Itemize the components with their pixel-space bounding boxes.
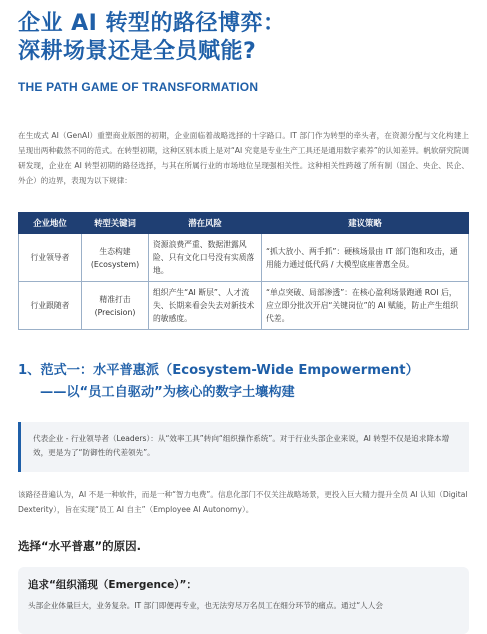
table-header-row [19, 213, 469, 234]
intro-paragraph: 在生成式 AI（GenAI）重塑商业版图的初期，企业面临着战略选择的十字路口。IT 部门作为转型的牵头者，在资源分配与文化构建上呈现出两种截然不同的范式。在转型初期，这种区别本质上是对“AI 究竟是专业生产工具还是通用数字素养”的认知差异。帆软研究院调研发现，企业在 AI 转型初期的路径选择，与其在所属行业的市场地位呈现强相关性。这种相关性跨越了所有制（国企、央企、民企、外企）的边界，表现为以下规律： [18, 131, 469, 185]
header-risk: 潜在风险 [149, 213, 262, 234]
row-position: 行业领导者 [19, 234, 82, 282]
header-keyword: 转型关键词 [82, 213, 149, 234]
strategy-table [18, 212, 469, 330]
title-line-1: 企业 AI 转型的路径博弈： [18, 11, 286, 36]
keyword-en: (Ecosystem) [90, 259, 140, 269]
header-position: 企业地位 [19, 213, 82, 234]
body-paragraph: 该路径普遍认为，AI 不是一种软件，而是一种“智力电费”。信息化部门不仅关注战略场景，更投入巨大精力提升全员 AI 认知（Digital Dexterity），旨在实现“员工 AI 自主”（Employee AI Autonomy）。 [18, 490, 468, 514]
row-position: 行业跟随者 [19, 282, 82, 330]
page-title [18, 10, 473, 66]
title-line-2: 深耕场景还是全员赋能? [18, 39, 257, 64]
keyword-cn: 生态构建 [99, 246, 131, 256]
leaders-callout: 代表企业 - 行业领导者（Leaders）：从“效率工具”转向“组织操作系统”。对于行业头部企业来说，AI 转型不仅是追求降本增效，更是为了“防御性的代差领先”。 [18, 422, 469, 472]
row-strategy: “单点突破、局部渗透”：在核心盈利场景跑通 ROI 后，应立即分批次开启“关键岗位”的 AI 赋能，防止产生组织代差。 [262, 282, 469, 330]
row-keyword [82, 234, 149, 282]
header-strategy: 建议策略 [262, 213, 469, 234]
table-row [19, 282, 469, 330]
row-risk: 组织产生“AI 断层”、人才流失、长期来看会失去对新技术的敏感度。 [149, 282, 262, 330]
row-keyword [82, 282, 149, 330]
callout-body: 头部企业体量巨大，业务复杂。IT 部门即便再专业，也无法穷尽万名员工在细分环节的痛点。通过“人人会 [28, 601, 383, 610]
table-row [19, 234, 469, 282]
section-subheading: ——以“员工自驱动”为核心的数字土壤构建 [40, 385, 295, 400]
keyword-en: (Precision) [94, 307, 136, 317]
emergence-callout [18, 567, 469, 634]
section-heading: 1、范式一：水平普惠派（Ecosystem-Wide Empowerment） [18, 363, 419, 378]
reasons-heading: 选择“水平普惠”的原因. [18, 539, 141, 553]
page-subtitle: THE PATH GAME OF TRANSFORMATION [18, 80, 259, 94]
keyword-cn: 精准打击 [99, 294, 131, 304]
callout-heading: 追求“组织涌现（Emergence）”： [28, 579, 197, 591]
row-strategy: “抓大放小、两手抓”：硬核场景由 IT 部门饱和攻击，通用能力通过低代码 / 大模型底座普惠全员。 [262, 234, 469, 282]
row-risk: 资源浪费严重、数据泄露风险、只有文化口号没有实质落地。 [149, 234, 262, 282]
